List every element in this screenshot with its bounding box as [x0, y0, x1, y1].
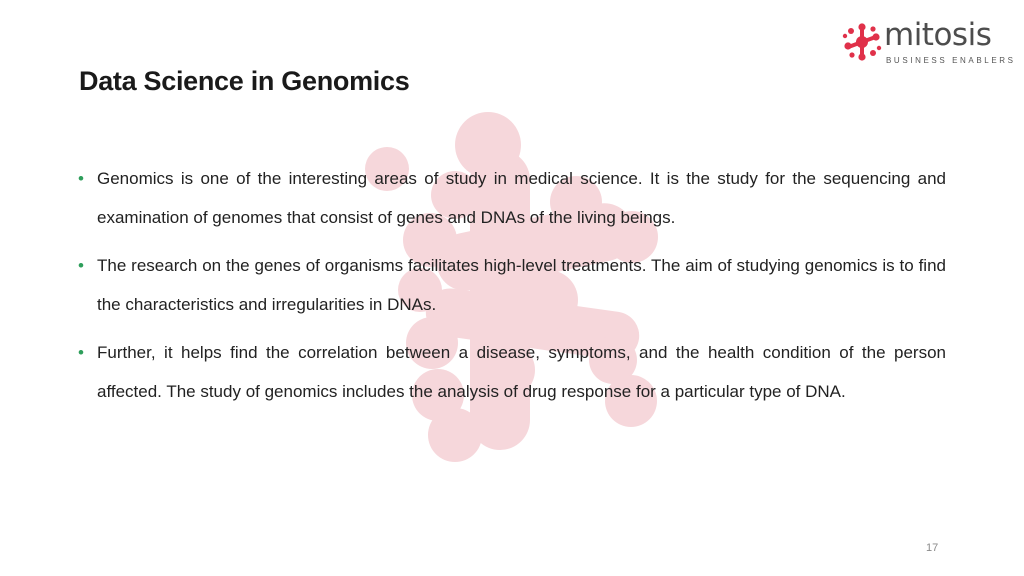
- bullet-dot-icon: •: [78, 169, 84, 188]
- brand-logo: [842, 17, 1016, 70]
- bullet-text: Genomics is one of the interesting areas of study in medical science. It is the study for the sequencing and examination of genomes that consist of genes and DNAs of the living beings.: [97, 169, 946, 227]
- brand-name: mitosis: [884, 17, 992, 53]
- slide-title: Data Science in Genomics: [79, 66, 410, 96]
- bullet-item: [78, 334, 946, 411]
- mitosis-cell-logo-icon: [842, 22, 882, 62]
- brand-tagline: BUSINESS ENABLERS: [886, 56, 1016, 65]
- bullet-item: [78, 160, 946, 237]
- bullet-list: [78, 160, 946, 421]
- bullet-dot-icon: •: [78, 256, 84, 275]
- bullet-text: Further, it helps find the correlation between a disease, symptoms, and the health condition of the person affected. The study of genomics includes the analysis of drug response for a particular type of DNA.: [97, 343, 946, 401]
- bullet-dot-icon: •: [78, 343, 84, 362]
- bullet-item: [78, 247, 946, 324]
- page-number: 17: [926, 542, 939, 554]
- bullet-text: The research on the genes of organisms facilitates high-level treatments. The aim of studying genomics is to find the characteristics and irregularities in DNAs.: [97, 256, 946, 314]
